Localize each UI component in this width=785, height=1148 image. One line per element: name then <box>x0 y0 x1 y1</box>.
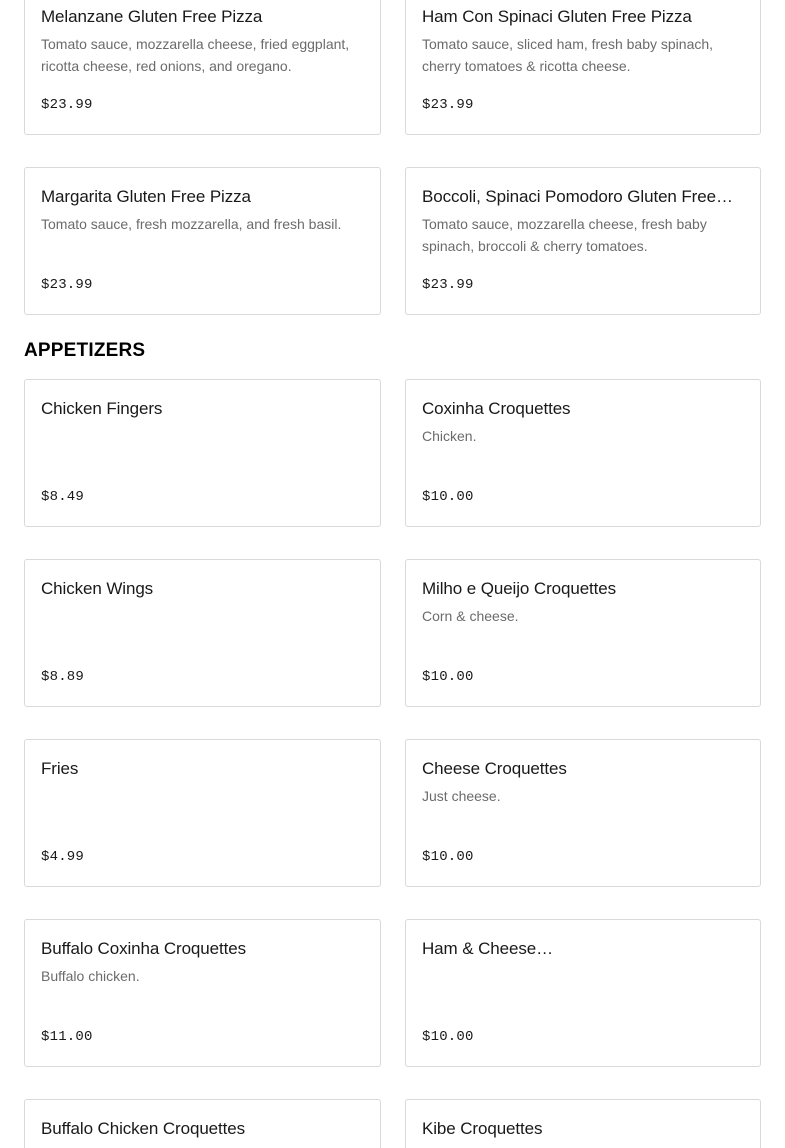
menu-item-name: Kibe Croquettes <box>422 1119 543 1138</box>
menu-item-name: Melanzane Gluten Free Pizza <box>41 7 263 26</box>
menu-item-card[interactable] <box>405 167 761 315</box>
menu-item-price: $23.99 <box>422 97 474 113</box>
menu-item-card[interactable] <box>405 1099 761 1148</box>
menu-item-name: Chicken Fingers <box>41 399 163 418</box>
menu-item-name: Coxinha Croquettes <box>422 399 571 418</box>
menu-item-price: $10.00 <box>422 1029 474 1045</box>
menu-item-price: $10.00 <box>422 489 474 505</box>
menu-item-name: Buffalo Coxinha Croquettes <box>41 939 246 958</box>
menu-item-description: Tomato sauce, mozzarella cheese, fried eggplant, ricotta cheese, red onions, and oregano. <box>41 36 350 74</box>
menu-item-name: Milho e Queijo Croquettes <box>422 579 617 598</box>
menu-item-card[interactable] <box>405 559 761 707</box>
menu-item-description: Buffalo chicken. <box>41 968 140 984</box>
menu-item-price: $23.99 <box>41 97 93 113</box>
menu-item-name: Fries <box>41 759 79 778</box>
menu-item-price: $10.00 <box>422 669 474 685</box>
menu-item-description: Tomato sauce, mozzarella cheese, fresh baby spinach, broccoli & cherry tomatoes. <box>422 216 707 254</box>
menu-item-name: Ham & Cheese… <box>422 939 553 958</box>
menu-item-card[interactable] <box>24 167 381 315</box>
menu-item-card[interactable] <box>405 0 761 135</box>
menu-item-name: Buffalo Chicken Croquettes <box>41 1119 246 1138</box>
menu-item-description: Tomato sauce, fresh mozzarella, and fresh basil. <box>41 216 342 232</box>
menu-item-price: $23.99 <box>41 277 93 293</box>
gluten-free-pizza-grid <box>24 0 761 315</box>
menu-item-card[interactable] <box>24 0 381 135</box>
menu-item-card[interactable] <box>405 379 761 527</box>
menu-item-card[interactable] <box>24 919 381 1067</box>
menu-item-name: Ham Con Spinaci Gluten Free Pizza <box>422 7 692 26</box>
menu-item-description: Chicken. <box>422 428 477 444</box>
menu-item-card[interactable] <box>24 1099 381 1148</box>
menu-item-card[interactable] <box>24 559 381 707</box>
menu-item-price: $8.49 <box>41 489 85 505</box>
menu-item-price: $11.00 <box>41 1029 93 1045</box>
menu-item-description: Just cheese. <box>422 788 501 804</box>
menu-item-description: Tomato sauce, sliced ham, fresh baby spinach, cherry tomatoes & ricotta cheese. <box>422 36 714 74</box>
menu-item-description: Corn & cheese. <box>422 608 519 624</box>
menu-item-name: Chicken Wings <box>41 579 154 598</box>
menu-item-card[interactable] <box>405 919 761 1067</box>
appetizers-grid <box>24 379 761 1148</box>
menu-item-card[interactable] <box>24 739 381 887</box>
section-title-appetizers: APPETIZERS <box>24 340 146 361</box>
menu-item-name: Boccoli, Spinaci Pomodoro Gluten Free… <box>422 187 733 206</box>
menu-item-card[interactable] <box>405 739 761 887</box>
menu-item-card[interactable] <box>24 379 381 527</box>
menu-item-price: $23.99 <box>422 277 474 293</box>
menu-item-price: $8.89 <box>41 669 85 685</box>
menu-item-name: Cheese Croquettes <box>422 759 567 778</box>
menu-item-name: Margarita Gluten Free Pizza <box>41 187 251 206</box>
menu-item-price: $10.00 <box>422 849 474 865</box>
menu-item-price: $4.99 <box>41 849 85 865</box>
